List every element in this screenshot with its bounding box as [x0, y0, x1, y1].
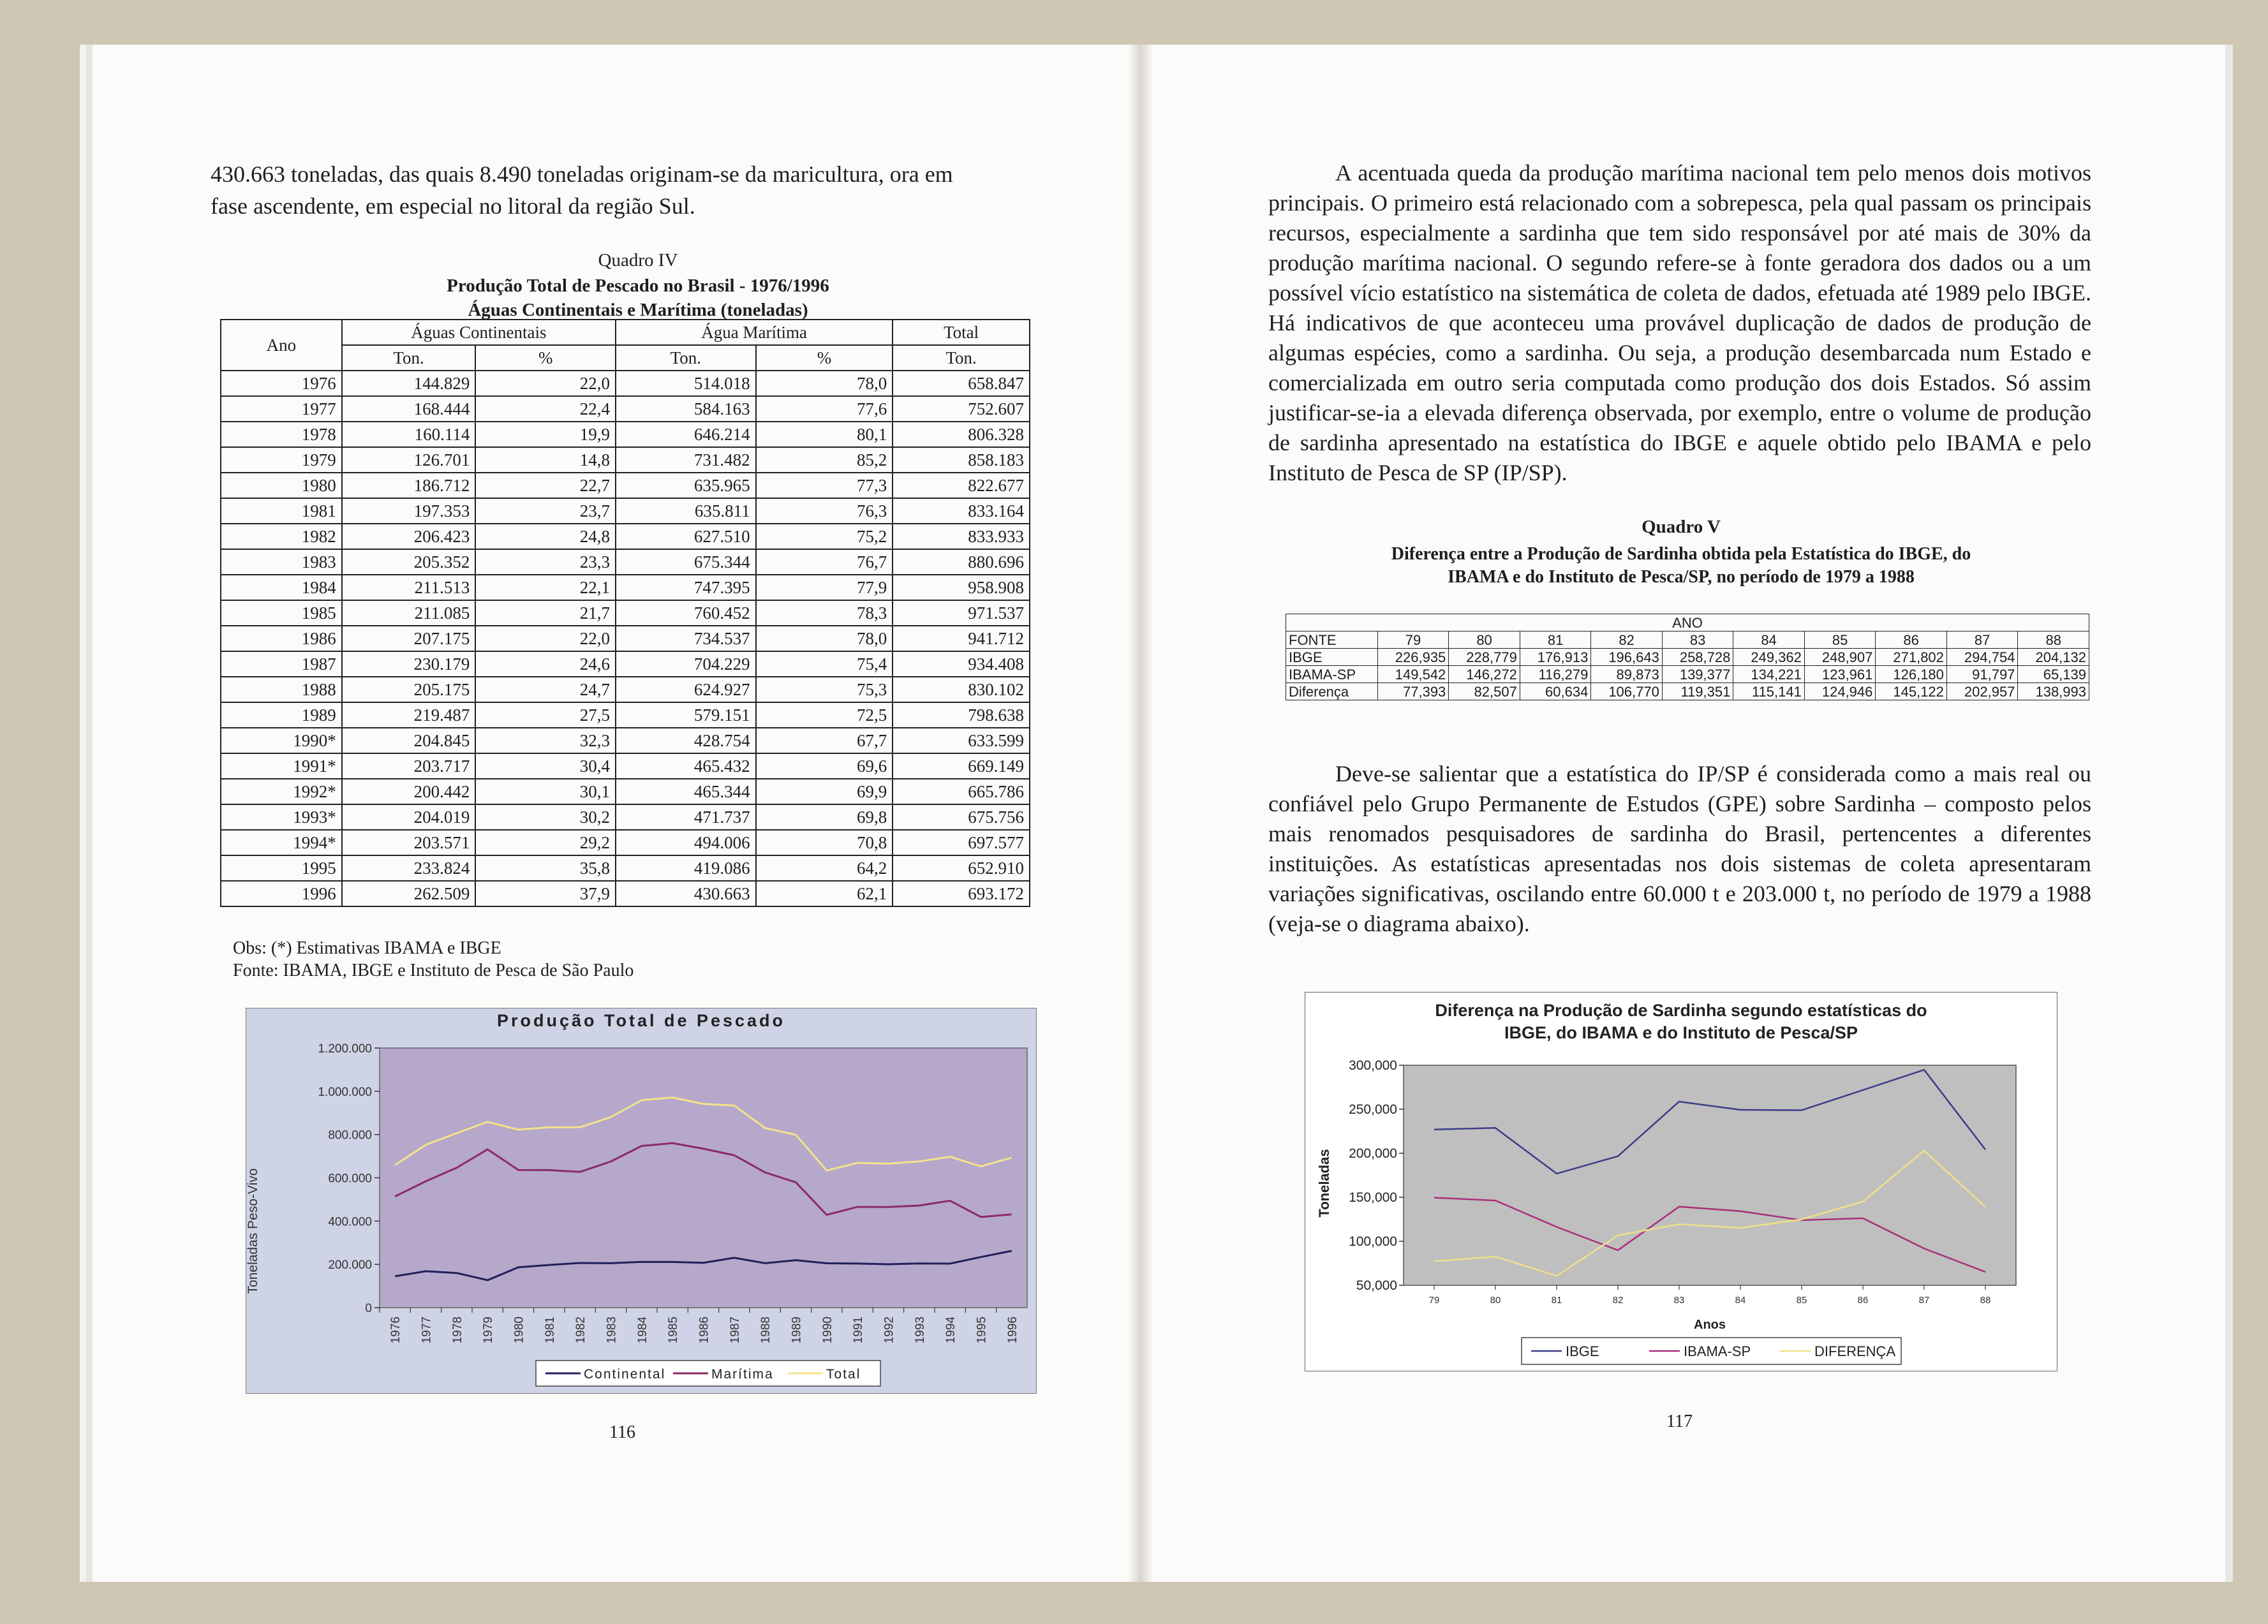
table-row — [221, 549, 1030, 575]
chart2-ytick-label: 100,000 — [1349, 1234, 1397, 1249]
q5-cell: 145,122 — [1876, 683, 1947, 700]
table-row — [221, 728, 1030, 753]
cell-maritima-pct: 78,0 — [756, 626, 893, 651]
chart1-xtick-label: 1989 — [790, 1317, 804, 1344]
chart2-xlabel: Anos — [1694, 1318, 1726, 1332]
q5-year-row — [1286, 631, 2089, 649]
table-row — [221, 753, 1030, 779]
cell-maritima-ton: 428.754 — [616, 728, 756, 753]
chart1-ytick-label: 400.000 — [328, 1215, 372, 1229]
cell-ano: 1976 — [221, 371, 342, 396]
cell-maritima-pct: 85,2 — [756, 447, 893, 473]
chart2-ytick-label: 50,000 — [1356, 1278, 1397, 1293]
q5-cell: 258,728 — [1662, 649, 1733, 666]
chart1-xtick-label: 1981 — [543, 1317, 557, 1344]
cell-maritima-ton: 734.537 — [616, 626, 756, 651]
cell-maritima-pct: 69,6 — [756, 753, 893, 779]
cell-maritima-pct: 72,5 — [756, 702, 893, 728]
chart1-legend-label: Total — [826, 1367, 861, 1382]
cell-continental-ton: 230.179 — [342, 651, 476, 677]
chart1-legend-label: Marítima — [711, 1367, 774, 1382]
cell-maritima-pct: 76,3 — [756, 498, 893, 524]
q5-cell: 248,907 — [1804, 649, 1876, 666]
q5-year: 81 — [1520, 631, 1591, 649]
q5-row — [1286, 649, 2089, 666]
q5-cell: 271,802 — [1876, 649, 1947, 666]
quadro-v-subtitle: IBAMA e do Instituto de Pesca/SP, no período de 1979 a 1988 — [1448, 567, 1915, 587]
cell-continental-ton: 211.513 — [342, 575, 476, 600]
chart2-legend-label: IBGE — [1566, 1343, 1599, 1359]
cell-continental-pct: 22,7 — [475, 473, 616, 498]
q5-year: 82 — [1591, 631, 1663, 649]
q5-year: 88 — [2018, 631, 2089, 649]
chart1-xtick-label: 1982 — [574, 1317, 588, 1344]
intro-line-1: 430.663 toneladas, das quais 8.490 toneladas originam-se da maricultura, ora em — [211, 161, 953, 187]
q5-cell: 294,754 — [1946, 649, 2018, 666]
q5-cell: 115,141 — [1733, 683, 1805, 700]
cell-ano: 1992* — [221, 779, 342, 804]
cell-ano: 1993* — [221, 804, 342, 830]
q5-year: 87 — [1946, 631, 2018, 649]
q5-year: 79 — [1377, 631, 1449, 649]
cell-continental-pct: 22,0 — [475, 371, 616, 396]
q5-cell: 228,779 — [1449, 649, 1520, 666]
cell-continental-pct: 30,4 — [475, 753, 616, 779]
chart1-xtick-label: 1980 — [512, 1317, 526, 1344]
cell-ano: 1994* — [221, 830, 342, 855]
cell-continental-pct: 24,8 — [475, 524, 616, 549]
cell-total-ton: 830.102 — [893, 677, 1030, 702]
cell-maritima-pct: 69,8 — [756, 804, 893, 830]
chart1-xtick-label: 1995 — [975, 1317, 989, 1344]
chart2-xtick-label: 88 — [1980, 1295, 1991, 1306]
cell-continental-pct: 35,8 — [475, 855, 616, 881]
table-row — [221, 651, 1030, 677]
cell-continental-ton: 203.717 — [342, 753, 476, 779]
table-row — [221, 422, 1030, 447]
chart1-xtick-label: 1993 — [913, 1317, 927, 1344]
cell-continental-ton: 204.019 — [342, 804, 476, 830]
cell-continental-pct: 32,3 — [475, 728, 616, 753]
cell-continental-pct: 24,7 — [475, 677, 616, 702]
cell-maritima-ton: 675.344 — [616, 549, 756, 575]
cell-continental-ton: 168.444 — [342, 396, 476, 422]
chart1-ytick-label: 0 — [365, 1302, 372, 1315]
chart1-ytick-label: 1.200.000 — [318, 1042, 372, 1056]
header-pct: % — [756, 345, 893, 371]
header-maritima: Água Marítima — [616, 320, 893, 345]
cell-ano: 1986 — [221, 626, 342, 651]
chart2-ytick-label: 150,000 — [1349, 1190, 1397, 1205]
cell-ano: 1980 — [221, 473, 342, 498]
cell-maritima-ton: 646.214 — [616, 422, 756, 447]
cell-maritima-pct: 69,9 — [756, 779, 893, 804]
chart1-plot-area — [380, 1048, 1027, 1308]
cell-maritima-pct: 80,1 — [756, 422, 893, 447]
chart2-legend-label: IBAMA-SP — [1684, 1343, 1751, 1359]
table-row — [221, 396, 1030, 422]
chart2-xtick-label: 80 — [1490, 1295, 1501, 1306]
q5-row-label: IBAMA-SP — [1286, 666, 1378, 683]
cell-ano: 1988 — [221, 677, 342, 702]
q5-year: 83 — [1662, 631, 1733, 649]
chart2-ytick-label: 300,000 — [1349, 1058, 1397, 1073]
cell-maritima-pct: 70,8 — [756, 830, 893, 855]
header-ton: Ton. — [342, 345, 476, 371]
cell-continental-pct: 22,4 — [475, 396, 616, 422]
cell-continental-pct: 29,2 — [475, 830, 616, 855]
cell-continental-ton: 160.114 — [342, 422, 476, 447]
chart1-xtick-label: 1990 — [820, 1317, 834, 1344]
cell-maritima-ton: 731.482 — [616, 447, 756, 473]
cell-maritima-ton: 419.086 — [616, 855, 756, 881]
quadro-iv-title: Produção Total de Pescado no Brasil - 1976/1996 — [447, 276, 829, 296]
cell-continental-pct: 22,0 — [475, 626, 616, 651]
chart2-xtick-label: 83 — [1673, 1295, 1685, 1306]
q5-year: 86 — [1876, 631, 1947, 649]
cell-ano: 1982 — [221, 524, 342, 549]
cell-total-ton: 665.786 — [893, 779, 1030, 804]
chart1-xtick-label: 1984 — [635, 1317, 649, 1344]
cell-continental-pct: 27,5 — [475, 702, 616, 728]
quadro-iv-label: Quadro IV — [598, 250, 678, 270]
chart2-xtick-label: 82 — [1612, 1295, 1624, 1306]
cell-total-ton: 697.577 — [893, 830, 1030, 855]
table-row — [221, 855, 1030, 881]
cell-maritima-ton: 465.344 — [616, 779, 756, 804]
chart2-xtick-label: 79 — [1428, 1295, 1440, 1306]
table-row — [221, 779, 1030, 804]
table-row — [221, 498, 1030, 524]
cell-continental-ton: 197.353 — [342, 498, 476, 524]
table-row — [221, 371, 1030, 396]
q5-year: 84 — [1733, 631, 1805, 649]
cell-maritima-pct: 64,2 — [756, 855, 893, 881]
q5-cell: 139,377 — [1662, 666, 1733, 683]
cell-total-ton: 669.149 — [893, 753, 1030, 779]
chart2-ytick-label: 200,000 — [1349, 1146, 1397, 1161]
q5-row — [1286, 683, 2089, 700]
cell-total-ton: 822.677 — [893, 473, 1030, 498]
table-obs: Obs: (*) Estimativas IBAMA e IBGE — [233, 938, 501, 958]
cell-continental-ton: 207.175 — [342, 626, 476, 651]
cell-maritima-ton: 471.737 — [616, 804, 756, 830]
chart1-legend-label: Continental — [584, 1367, 666, 1382]
header-ton: Ton. — [616, 345, 756, 371]
chart1-xtick-label: 1979 — [482, 1317, 496, 1344]
chart1-ylabel: Toneladas Peso-Vivo — [246, 1168, 260, 1294]
cell-maritima-pct: 77,3 — [756, 473, 893, 498]
chart1-xtick-label: 1992 — [882, 1317, 896, 1344]
q5-cell: 124,946 — [1804, 683, 1876, 700]
table-row — [221, 677, 1030, 702]
chart2-xtick-label: 86 — [1857, 1295, 1869, 1306]
q5-cell: 226,935 — [1377, 649, 1449, 666]
cell-maritima-ton: 747.395 — [616, 575, 756, 600]
q5-year: 85 — [1804, 631, 1876, 649]
chart2-ylabel: Toneladas — [1316, 1149, 1332, 1218]
table-row — [221, 447, 1030, 473]
cell-maritima-pct: 62,1 — [756, 881, 893, 906]
cell-maritima-ton: 579.151 — [616, 702, 756, 728]
cell-total-ton: 806.328 — [893, 422, 1030, 447]
cell-ano: 1990* — [221, 728, 342, 753]
chart1-ytick-label: 800.000 — [328, 1128, 372, 1142]
cell-ano: 1984 — [221, 575, 342, 600]
cell-total-ton: 752.607 — [893, 396, 1030, 422]
q5-cell: 91,797 — [1946, 666, 2018, 683]
cell-continental-pct: 21,7 — [475, 600, 616, 626]
q5-cell: 77,393 — [1377, 683, 1449, 700]
q5-cell: 249,362 — [1733, 649, 1805, 666]
cell-maritima-pct: 78,3 — [756, 600, 893, 626]
cell-maritima-ton: 624.927 — [616, 677, 756, 702]
cell-ano: 1989 — [221, 702, 342, 728]
q5-cell: 116,279 — [1520, 666, 1591, 683]
q5-cell: 119,351 — [1662, 683, 1733, 700]
cell-continental-pct: 22,1 — [475, 575, 616, 600]
cell-total-ton: 658.847 — [893, 371, 1030, 396]
chart1-xtick-label: 1996 — [1005, 1317, 1019, 1344]
cell-continental-ton: 211.085 — [342, 600, 476, 626]
cell-ano: 1977 — [221, 396, 342, 422]
chart1-xtick-label: 1976 — [389, 1317, 403, 1344]
chart-sardinha — [1305, 992, 2057, 1371]
chart1-legend — [536, 1361, 880, 1386]
cell-continental-pct: 23,7 — [475, 498, 616, 524]
cell-maritima-ton: 627.510 — [616, 524, 756, 549]
q5-ano-header: ANO — [1286, 614, 2089, 631]
cell-continental-ton: 186.712 — [342, 473, 476, 498]
table-row — [221, 830, 1030, 855]
cell-total-ton: 934.408 — [893, 651, 1030, 677]
cell-continental-ton: 219.487 — [342, 702, 476, 728]
table-row — [221, 881, 1030, 906]
cell-ano: 1979 — [221, 447, 342, 473]
cell-maritima-pct: 76,7 — [756, 549, 893, 575]
q5-cell: 146,272 — [1449, 666, 1520, 683]
chart1-xtick-label: 1988 — [759, 1317, 773, 1344]
cell-total-ton: 958.908 — [893, 575, 1030, 600]
q5-row — [1286, 666, 2089, 683]
q5-cell: 138,993 — [2018, 683, 2089, 700]
header-continental: Águas Continentais — [342, 320, 616, 345]
quadro-v-title: Diferença entre a Produção de Sardinha obtida pela Estatística do IBGE, do — [1391, 544, 1971, 564]
q5-cell: 149,542 — [1377, 666, 1449, 683]
cell-continental-pct: 30,1 — [475, 779, 616, 804]
cell-continental-ton: 144.829 — [342, 371, 476, 396]
cell-continental-ton: 126.701 — [342, 447, 476, 473]
cell-continental-pct: 24,6 — [475, 651, 616, 677]
chart2-xtick-label: 85 — [1796, 1295, 1807, 1306]
q5-cell: 134,221 — [1733, 666, 1805, 683]
page-number-right: 117 — [1666, 1412, 1693, 1431]
cell-continental-ton: 205.352 — [342, 549, 476, 575]
cell-continental-pct: 14,8 — [475, 447, 616, 473]
q5-cell: 204,132 — [2018, 649, 2089, 666]
cell-continental-pct: 19,9 — [475, 422, 616, 447]
chart2-xtick-label: 84 — [1735, 1295, 1746, 1306]
quadro-iv-subtitle: Águas Continentais e Marítima (toneladas) — [468, 300, 808, 320]
header-ano: Ano — [221, 320, 342, 371]
paragraph-1: A acentuada queda da produção marítima nacional tem pelo menos dois motivos principais. O primeiro está relacionado com a sobrepesca, pela qual passam os principais recursos, especialmente a sardinha que tem sido responsável por até mais de 30% da produção marítima nacional. O segundo refere-se à fonte geradora dos dados ou a um possível vício estatístico na sistemática de coleta de dados, efetuada até 1989 pelo IBGE. Há indicativos de que aconteceu uma provável duplicação de dados de produção de algumas espécies, como a sardinha. Ou seja, a produção desembarcada num Estado e comercializada em outro seria computada como produção dos dois Estados. Só assim justificar-se-ia a elevada diferença observada, por exemplo, entre o volume de produção de sardinha apresentado na estatística do IBGE e aquele obtido pelo IBAMA e pelo Instituto de Pesca de SP (IP/SP). — [1268, 160, 2091, 485]
cell-continental-ton: 262.509 — [342, 881, 476, 906]
table-row — [221, 575, 1030, 600]
cell-total-ton: 652.910 — [893, 855, 1030, 881]
cell-ano: 1995 — [221, 855, 342, 881]
cell-total-ton: 833.164 — [893, 498, 1030, 524]
table-row — [221, 524, 1030, 549]
cell-total-ton: 833.933 — [893, 524, 1030, 549]
chart2-xtick-label: 81 — [1551, 1295, 1562, 1306]
cell-continental-ton: 204.845 — [342, 728, 476, 753]
cell-maritima-pct: 75,4 — [756, 651, 893, 677]
chart-producao-total — [246, 1008, 1037, 1394]
quadro-v-label: Quadro V — [1642, 517, 1721, 537]
cell-total-ton: 971.537 — [893, 600, 1030, 626]
cell-continental-ton: 206.423 — [342, 524, 476, 549]
q5-cell: 123,961 — [1804, 666, 1876, 683]
chart1-xtick-label: 1985 — [667, 1317, 681, 1344]
q5-cell: 89,873 — [1591, 666, 1663, 683]
cell-total-ton: 693.172 — [893, 881, 1030, 906]
chart2-title-line1: Diferença na Produção de Sardinha segundo estatísticas do — [1435, 1001, 1927, 1020]
cell-maritima-ton: 430.663 — [616, 881, 756, 906]
cell-maritima-ton: 635.965 — [616, 473, 756, 498]
cell-maritima-ton: 635.811 — [616, 498, 756, 524]
chart1-xtick-label: 1986 — [697, 1317, 711, 1344]
q5-cell: 196,643 — [1591, 649, 1663, 666]
cell-maritima-ton: 760.452 — [616, 600, 756, 626]
paragraph-2: Deve-se salientar que a estatística do IP/SP é considerada como a mais real ou confiável pelo Grupo Permanente de Estudos (GPE) sobre Sardinha – composto pelos mais renomados pesquisadores de sardinha do Brasil, pertencentes a diferentes instituições. As estatísticas apresentadas nos dois sistemas de coleta apresentaram variações significativas, oscilando entre 60.000 t e 203.000 t, no período de 1979 a 1988 (veja-se o diagrama abaixo). — [1268, 761, 2091, 936]
cell-continental-ton: 233.824 — [342, 855, 476, 881]
table-fonte: Fonte: IBAMA, IBGE e Instituto de Pesca de São Paulo — [233, 961, 634, 980]
chart1-xtick-label: 1991 — [852, 1317, 866, 1344]
chart2-legend — [1522, 1338, 1901, 1364]
cell-continental-ton: 200.442 — [342, 779, 476, 804]
cell-ano: 1983 — [221, 549, 342, 575]
q5-cell: 82,507 — [1449, 683, 1520, 700]
q5-cell: 106,770 — [1591, 683, 1663, 700]
cell-total-ton: 675.756 — [893, 804, 1030, 830]
chart2-legend-label: DIFERENÇA — [1814, 1343, 1896, 1359]
q5-cell: 176,913 — [1520, 649, 1591, 666]
book-gutter — [1128, 45, 1153, 1582]
chart1-xtick-label: 1994 — [944, 1317, 958, 1344]
chart1-xtick-label: 1978 — [450, 1317, 464, 1344]
cell-ano: 1996 — [221, 881, 342, 906]
table-row — [221, 600, 1030, 626]
chart2-ytick-label: 250,000 — [1349, 1102, 1397, 1117]
q5-cell: 126,180 — [1876, 666, 1947, 683]
q5-row-label: Diferença — [1286, 683, 1378, 700]
cell-ano: 1978 — [221, 422, 342, 447]
cell-ano: 1987 — [221, 651, 342, 677]
cell-continental-ton: 205.175 — [342, 677, 476, 702]
table-row — [221, 473, 1030, 498]
cell-maritima-ton: 514.018 — [616, 371, 756, 396]
cell-total-ton: 880.696 — [893, 549, 1030, 575]
chart1-xtick-label: 1987 — [728, 1317, 742, 1344]
header-total: Total — [893, 320, 1030, 345]
chart2-xtick-label: 87 — [1918, 1295, 1930, 1306]
chart2-title-line2: IBGE, do IBAMA e do Instituto de Pesca/SP — [1504, 1023, 1858, 1042]
cell-maritima-pct: 67,7 — [756, 728, 893, 753]
intro-line-2: fase ascendente, em especial no litoral da região Sul. — [211, 193, 695, 219]
cell-continental-pct: 30,2 — [475, 804, 616, 830]
table-row — [221, 626, 1030, 651]
cell-total-ton: 858.183 — [893, 447, 1030, 473]
cell-continental-pct: 23,3 — [475, 549, 616, 575]
cell-ano: 1985 — [221, 600, 342, 626]
chart1-title: Produção Total de Pescado — [496, 1011, 786, 1030]
chart1-ytick-label: 1.000.000 — [318, 1085, 372, 1099]
cell-maritima-pct: 78,0 — [756, 371, 893, 396]
chart1-xtick-label: 1983 — [605, 1317, 619, 1344]
q5-cell: 60,634 — [1520, 683, 1591, 700]
cell-continental-ton: 203.571 — [342, 830, 476, 855]
cell-maritima-pct: 77,6 — [756, 396, 893, 422]
cell-maritima-ton: 494.006 — [616, 830, 756, 855]
chart1-xtick-label: 1977 — [420, 1317, 434, 1344]
table-row — [221, 804, 1030, 830]
header-ton: Ton. — [893, 345, 1030, 371]
cell-maritima-pct: 75,2 — [756, 524, 893, 549]
header-pct: % — [475, 345, 616, 371]
q5-row-label: IBGE — [1286, 649, 1378, 666]
page-number-left: 116 — [609, 1422, 635, 1442]
cell-total-ton: 633.599 — [893, 728, 1030, 753]
cell-maritima-ton: 584.163 — [616, 396, 756, 422]
q5-cell: 65,139 — [2018, 666, 2089, 683]
table-row — [221, 702, 1030, 728]
q5-cell: 202,957 — [1946, 683, 2018, 700]
q5-year: 80 — [1449, 631, 1520, 649]
cell-total-ton: 941.712 — [893, 626, 1030, 651]
chart1-ytick-label: 600.000 — [328, 1172, 372, 1186]
cell-ano: 1991* — [221, 753, 342, 779]
cell-maritima-ton: 704.229 — [616, 651, 756, 677]
quadro-iv-table — [220, 319, 1030, 907]
cell-maritima-pct: 77,9 — [756, 575, 893, 600]
cell-ano: 1981 — [221, 498, 342, 524]
cell-continental-pct: 37,9 — [475, 881, 616, 906]
cell-total-ton: 798.638 — [893, 702, 1030, 728]
quadro-v-table — [1286, 614, 2089, 700]
chart1-ytick-label: 200.000 — [328, 1259, 372, 1273]
q5-fonte-header: FONTE — [1286, 631, 1378, 649]
cell-maritima-ton: 465.432 — [616, 753, 756, 779]
chart2-plot-area — [1404, 1065, 2016, 1285]
cell-maritima-pct: 75,3 — [756, 677, 893, 702]
